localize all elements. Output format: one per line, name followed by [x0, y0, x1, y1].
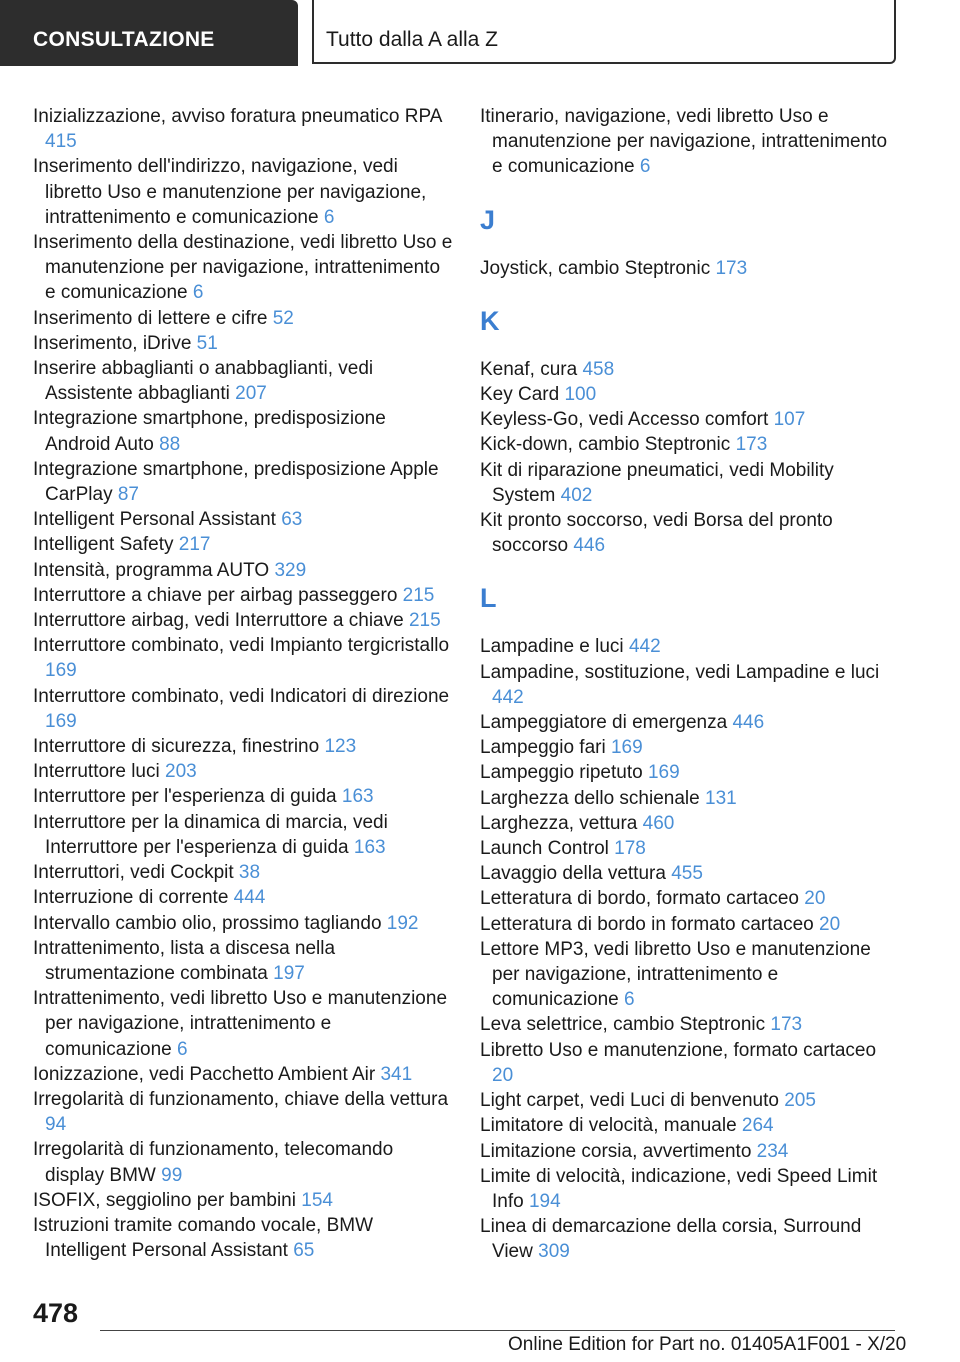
index-entry — [33, 406, 453, 456]
entry-text: Interruttore airbag, vedi Interruttore a chiave — [33, 610, 404, 632]
chapter-tab: Tutto dalla A alla Z — [312, 0, 896, 64]
index-entry — [33, 230, 453, 306]
entry-text: Inserimento di lettere e cifre — [33, 307, 268, 329]
entry-page-link[interactable]: 65 — [293, 1240, 315, 1262]
index-entry — [33, 104, 453, 154]
footer-divider — [100, 1330, 895, 1331]
entry-page-link[interactable]: 455 — [671, 863, 703, 885]
entry-text: Larghezza, vettura — [480, 812, 638, 834]
entry-text: Lampadine e luci — [480, 636, 624, 658]
entry-page-link[interactable]: 123 — [324, 736, 357, 758]
index-entry — [480, 760, 900, 785]
index-entry — [480, 1139, 900, 1164]
entry-text: ISOFIX, seggiolino per bambini — [33, 1189, 296, 1211]
entry-page-link[interactable]: 169 — [45, 660, 77, 682]
page-header — [0, 0, 960, 66]
entry-text: Lampadine, sostituzione, vedi Lampadine e luci — [480, 661, 880, 683]
index-entry — [480, 1214, 900, 1264]
entry-text: Intervallo cambio olio, prossimo tagliando — [33, 912, 382, 934]
index-entry — [480, 937, 900, 1013]
entry-text: Larghezza dello schienale — [480, 787, 700, 809]
entry-page-link[interactable]: 169 — [610, 737, 643, 759]
index-entry — [480, 382, 900, 407]
index-entry — [33, 986, 453, 1062]
index-entry — [480, 1038, 900, 1088]
index-entry — [33, 684, 453, 734]
index-entry — [480, 458, 900, 508]
entry-text: Interruttore combinato, vedi Impianto tergicristallo — [33, 635, 450, 657]
index-entry — [33, 1188, 453, 1213]
index-entry — [33, 356, 453, 406]
entry-text: Interruttore combinato, vedi Indicatori di direzione — [33, 685, 450, 707]
entry-text: Istruzioni tramite comando vocale, BMW Intelligent Personal Assistant — [33, 1214, 374, 1262]
entry-page-link[interactable]: 20 — [804, 888, 826, 910]
entry-page-link[interactable]: 6 — [323, 206, 335, 228]
edition-note: Online Edition for Part no. 01405A1F001 - X/20 — [508, 1334, 907, 1355]
index-entry — [33, 885, 453, 910]
entry-page-link[interactable]: 442 — [492, 686, 524, 708]
entry-text: Interruttori, vedi Cockpit — [33, 862, 234, 884]
entry-text: Ionizzazione, vedi Pacchetto Ambient Air — [33, 1063, 376, 1085]
entry-page-link[interactable]: 169 — [647, 762, 680, 784]
entry-text: Launch Control — [480, 838, 609, 860]
entry-text: Linea di demarcazione della corsia, Surround View — [480, 1216, 862, 1263]
index-entry — [480, 634, 900, 659]
entry-text: Intelligent Personal Assistant — [33, 509, 276, 531]
entry-page-link[interactable]: 38 — [238, 862, 261, 884]
index-entry — [480, 836, 900, 861]
index-entry — [33, 558, 453, 583]
index-entry — [33, 608, 453, 633]
entry-page-link[interactable]: 131 — [705, 787, 737, 809]
index-letter-k: K — [480, 305, 500, 336]
entry-text: Leva selettrice, cambio Steptronic — [480, 1014, 766, 1036]
entry-page-link[interactable]: 215 — [402, 584, 435, 606]
entry-page-link[interactable]: 169 — [45, 710, 77, 732]
entry-page-link[interactable]: 194 — [528, 1190, 561, 1212]
entry-text: Letteratura di bordo, formato cartaceo — [480, 888, 799, 910]
index-column-left — [33, 104, 453, 1263]
entry-page-link[interactable]: 197 — [273, 962, 305, 984]
entry-text: Kenaf, cura — [480, 358, 578, 380]
entry-page-link[interactable]: 192 — [386, 912, 419, 934]
entry-page-link[interactable]: 415 — [45, 131, 77, 153]
entry-page-link[interactable]: 20 — [819, 913, 841, 935]
entry-page-link[interactable]: 6 — [624, 989, 635, 1011]
index-entry — [33, 1213, 453, 1263]
entry-page-link[interactable]: 163 — [341, 786, 374, 808]
page-number: 478 — [33, 1298, 79, 1328]
entry-text: Light carpet, vedi Luci di benvenuto — [480, 1090, 779, 1112]
index-entry — [480, 432, 900, 457]
entry-text: Inserimento, iDrive — [33, 332, 192, 354]
index-entry — [33, 784, 453, 809]
entry-text: Limitatore di velocità, manuale — [480, 1115, 737, 1137]
index-entry — [480, 407, 900, 432]
entry-text: Intelligent Safety — [33, 534, 174, 556]
entry-text: Interruttore luci — [33, 761, 160, 783]
index-entry — [33, 633, 453, 683]
entry-page-link[interactable]: 51 — [196, 332, 218, 354]
entry-text: Inserire abbaglianti o anabbaglianti, vedi Assistente abbaglianti — [33, 358, 374, 405]
entry-text: Lavaggio della vettura — [480, 863, 666, 885]
index-entry — [33, 583, 453, 608]
entry-text: Itinerario, navigazione, vedi libretto Uso e manutenzione per navigazione, intrattenimento e comunicazione — [480, 106, 888, 178]
entry-page-link[interactable]: 52 — [272, 307, 294, 329]
entry-page-link[interactable]: 446 — [732, 712, 765, 734]
index-entry — [33, 911, 453, 936]
index-entry — [33, 936, 453, 986]
entry-text: Inizializzazione, avviso foratura pneumatico RPA — [33, 106, 442, 127]
entry-text: Kit pronto soccorso, vedi Borsa del pronto soccorso — [480, 510, 833, 557]
entry-text: Inserimento della destinazione, vedi libretto Uso e manutenzione per navigazione, intrattenimento e comunicazione — [33, 232, 453, 304]
entry-text: Interruttore per la dinamica di marcia, vedi Interruttore per l'esperienza di guida — [33, 811, 388, 858]
index-column-right — [480, 104, 900, 1265]
index-entry — [33, 306, 453, 331]
index-entry — [33, 734, 453, 759]
entry-page-link[interactable]: 205 — [784, 1090, 816, 1112]
entry-page-link[interactable]: 217 — [178, 534, 211, 556]
entry-text: Interruttore di sicurezza, finestrino — [33, 736, 320, 758]
entry-page-link[interactable]: 446 — [573, 535, 606, 557]
index-entry — [480, 104, 900, 180]
entry-page-link[interactable]: 341 — [380, 1063, 413, 1085]
entry-page-link[interactable]: 6 — [192, 282, 204, 304]
entry-page-link[interactable]: 264 — [741, 1115, 774, 1137]
index-entry — [33, 759, 453, 784]
index-letter-l: L — [480, 583, 497, 614]
index-entry — [480, 1113, 900, 1138]
entry-page-link[interactable]: 178 — [614, 838, 646, 860]
entry-text: Interruzione di corrente — [33, 887, 229, 909]
entry-page-link[interactable]: 460 — [642, 812, 675, 834]
entry-text: Limite di velocità, indicazione, vedi Speed Limit Info — [480, 1165, 878, 1212]
entry-text: Letteratura di bordo in formato cartaceo — [480, 913, 814, 935]
entry-page-link[interactable]: 458 — [582, 358, 615, 380]
index-entry — [480, 1012, 900, 1037]
index-entry — [480, 1164, 900, 1214]
entry-page-link[interactable]: 87 — [117, 484, 139, 506]
index-entry — [33, 154, 453, 230]
entry-text: Kit di riparazione pneumatici, vedi Mobility System — [480, 459, 834, 506]
entry-page-link[interactable]: 173 — [715, 257, 748, 279]
entry-text: Libretto Uso e manutenzione, formato cartaceo — [480, 1039, 877, 1061]
entry-text: Lampeggiatore di emergenza — [480, 712, 728, 734]
index-entry — [33, 1087, 453, 1137]
entry-page-link[interactable]: 173 — [770, 1014, 803, 1036]
entry-page-link[interactable]: 207 — [235, 383, 267, 405]
index-entry — [480, 710, 900, 735]
entry-text: Inserimento dell'indirizzo, navigazione, vedi libretto Uso e manutenzione per navigazione, intrattenimento e comunicazione — [33, 156, 427, 228]
entry-page-link[interactable]: 173 — [735, 434, 768, 456]
entry-text: Lettore MP3, vedi libretto Uso e manutenzione per navigazione, intrattenimento e comunicazione — [480, 938, 871, 1011]
index-entry — [480, 1088, 900, 1113]
entry-text: Irregolarità di funzionamento, chiave della vettura — [33, 1088, 449, 1110]
entry-page-link[interactable]: 215 — [408, 610, 441, 632]
entry-text: Intrattenimento, vedi libretto Uso e manutenzione per navigazione, intrattenimento e comunicazione — [33, 988, 448, 1060]
index-entry — [480, 357, 900, 382]
entry-page-link[interactable]: 163 — [353, 836, 386, 858]
index-entry — [33, 507, 453, 532]
index-entry — [480, 811, 900, 836]
entry-page-link[interactable]: 329 — [274, 559, 307, 581]
entry-text: Integrazione smartphone, predisposizione Apple CarPlay — [33, 458, 439, 506]
index-entry — [480, 886, 900, 911]
entry-page-link[interactable]: 203 — [165, 761, 197, 783]
entry-text: Integrazione smartphone, predisposizione Android Auto — [33, 408, 386, 455]
index-entry — [480, 912, 900, 937]
entry-page-link[interactable]: 444 — [233, 887, 266, 909]
index-entry — [480, 735, 900, 760]
index-entry — [480, 786, 900, 811]
index-entry — [33, 810, 453, 860]
entry-page-link[interactable]: 234 — [756, 1140, 789, 1162]
entry-page-link[interactable]: 6 — [639, 156, 651, 178]
section-tab: CONSULTAZIONE — [0, 0, 298, 66]
index-entry — [33, 532, 453, 557]
index-entry — [33, 457, 453, 507]
entry-page-link[interactable]: 88 — [159, 433, 181, 455]
entry-page-link[interactable]: 94 — [45, 1114, 67, 1136]
entry-text: Joystick, cambio Steptronic — [480, 257, 711, 279]
entry-page-link[interactable]: 309 — [538, 1241, 570, 1263]
entry-text: Interruttore per l'esperienza di guida — [33, 786, 337, 808]
entry-page-link[interactable]: 154 — [301, 1189, 333, 1211]
index-entry — [33, 331, 453, 356]
entry-page-link[interactable]: 402 — [560, 484, 593, 506]
entry-page-link[interactable]: 442 — [628, 636, 661, 658]
entry-text: Lampeggio fari — [480, 737, 606, 759]
entry-page-link[interactable]: 107 — [773, 409, 806, 431]
entry-text: Intensità, programma AUTO — [33, 559, 270, 581]
entry-page-link[interactable]: 20 — [492, 1064, 514, 1086]
entry-page-link[interactable]: 6 — [177, 1038, 188, 1060]
entry-page-link[interactable]: 100 — [564, 384, 597, 406]
index-entry — [480, 256, 900, 281]
index-entry — [33, 1062, 453, 1087]
index-entry — [33, 860, 453, 885]
index-entry — [33, 1137, 453, 1187]
index-entry — [480, 660, 900, 710]
entry-page-link[interactable]: 63 — [281, 509, 303, 531]
entry-text: Limitazione corsia, avvertimento — [480, 1140, 752, 1162]
entry-text: Key Card — [480, 384, 560, 406]
entry-text: Keyless-Go, vedi Accesso comfort — [480, 409, 769, 431]
entry-text: Intrattenimento, lista a discesa nella strumentazione combinata — [33, 937, 336, 984]
entry-text: Irregolarità di funzionamento, telecomando display BMW — [33, 1139, 394, 1186]
index-entry — [480, 861, 900, 886]
entry-page-link[interactable]: 99 — [161, 1164, 183, 1186]
index-entry — [480, 508, 900, 558]
entry-text: Kick-down, cambio Steptronic — [480, 434, 731, 456]
index-letter-j: J — [480, 204, 496, 235]
entry-text: Interruttore a chiave per airbag passeggero — [33, 584, 398, 606]
entry-text: Lampeggio ripetuto — [480, 762, 643, 784]
